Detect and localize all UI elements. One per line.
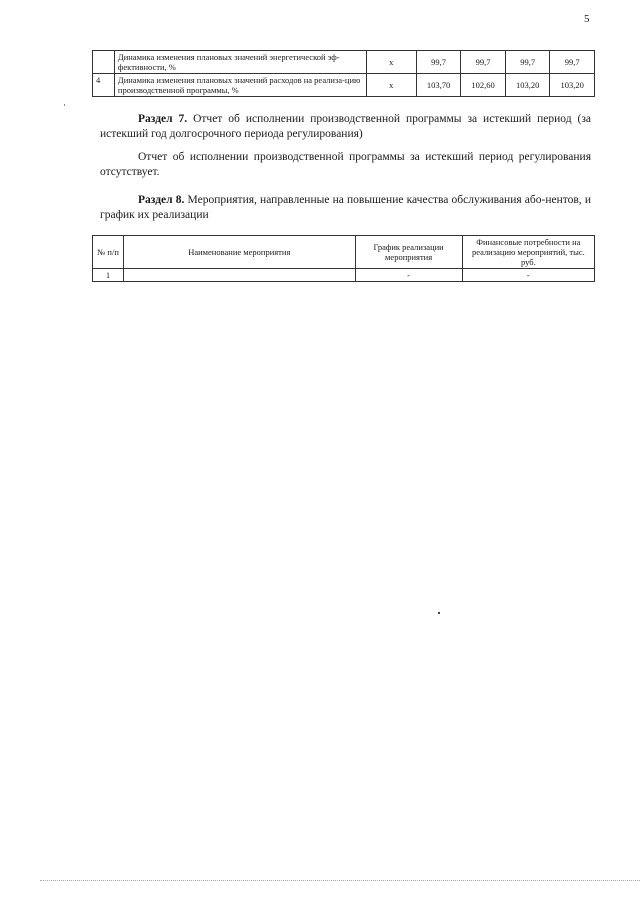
section7-label: Раздел 7. <box>138 113 188 125</box>
indicator-name: Динамика изменения плановых значений энергетической эф-фективности, % <box>114 51 366 74</box>
section7-heading <box>100 112 591 142</box>
section7-title: Отчет об исполнении производственной программы за истекший период (за истекший год долгосрочного периода регулирования) <box>100 113 591 140</box>
indicator-name: Динамика изменения плановых значений расходов на реализа-цию производственной программы, % <box>114 74 366 97</box>
indicator-value: 103,70 <box>416 74 461 97</box>
indicator-base: х <box>366 51 416 74</box>
indicators-table <box>92 50 595 97</box>
measure-finance: - <box>462 269 594 282</box>
measures-table <box>92 235 595 282</box>
table-row <box>93 269 595 282</box>
indicator-base: х <box>366 74 416 97</box>
section8-label: Раздел 8. <box>138 194 185 206</box>
indicator-value: 99,7 <box>550 51 595 74</box>
table-row <box>93 74 595 97</box>
indicator-value: 103,20 <box>550 74 595 97</box>
col-header-num: № п/п <box>93 236 124 269</box>
page-number: 5 <box>584 13 590 25</box>
col-header-finance: Финансовые потребности на реализацию мероприятий, тыс. руб. <box>462 236 594 269</box>
indicator-value: 99,7 <box>461 51 506 74</box>
measure-name <box>124 269 355 282</box>
row-index: 4 <box>93 74 115 97</box>
measure-num: 1 <box>93 269 124 282</box>
margin-mark <box>64 104 65 106</box>
indicator-value: 102,60 <box>461 74 506 97</box>
row-index <box>93 51 115 74</box>
section8-heading <box>100 193 591 223</box>
indicator-value: 99,7 <box>416 51 461 74</box>
indicator-value: 103,20 <box>505 74 550 97</box>
col-header-name: Наименование мероприятия <box>124 236 355 269</box>
section8-title: Мероприятия, направленные на повышение качества обслуживания або-нентов, и график их реализации <box>100 194 592 221</box>
measure-schedule: - <box>355 269 462 282</box>
table-header-row <box>93 236 595 269</box>
indicator-value: 99,7 <box>505 51 550 74</box>
stray-mark <box>438 612 440 614</box>
table-row <box>93 51 595 74</box>
col-header-schedule: График реализации мероприятия <box>355 236 462 269</box>
section7-body: Отчет об исполнении производственной программы за истекший период регулирования отсутствует. <box>100 151 591 178</box>
scan-edge-line <box>40 880 640 881</box>
